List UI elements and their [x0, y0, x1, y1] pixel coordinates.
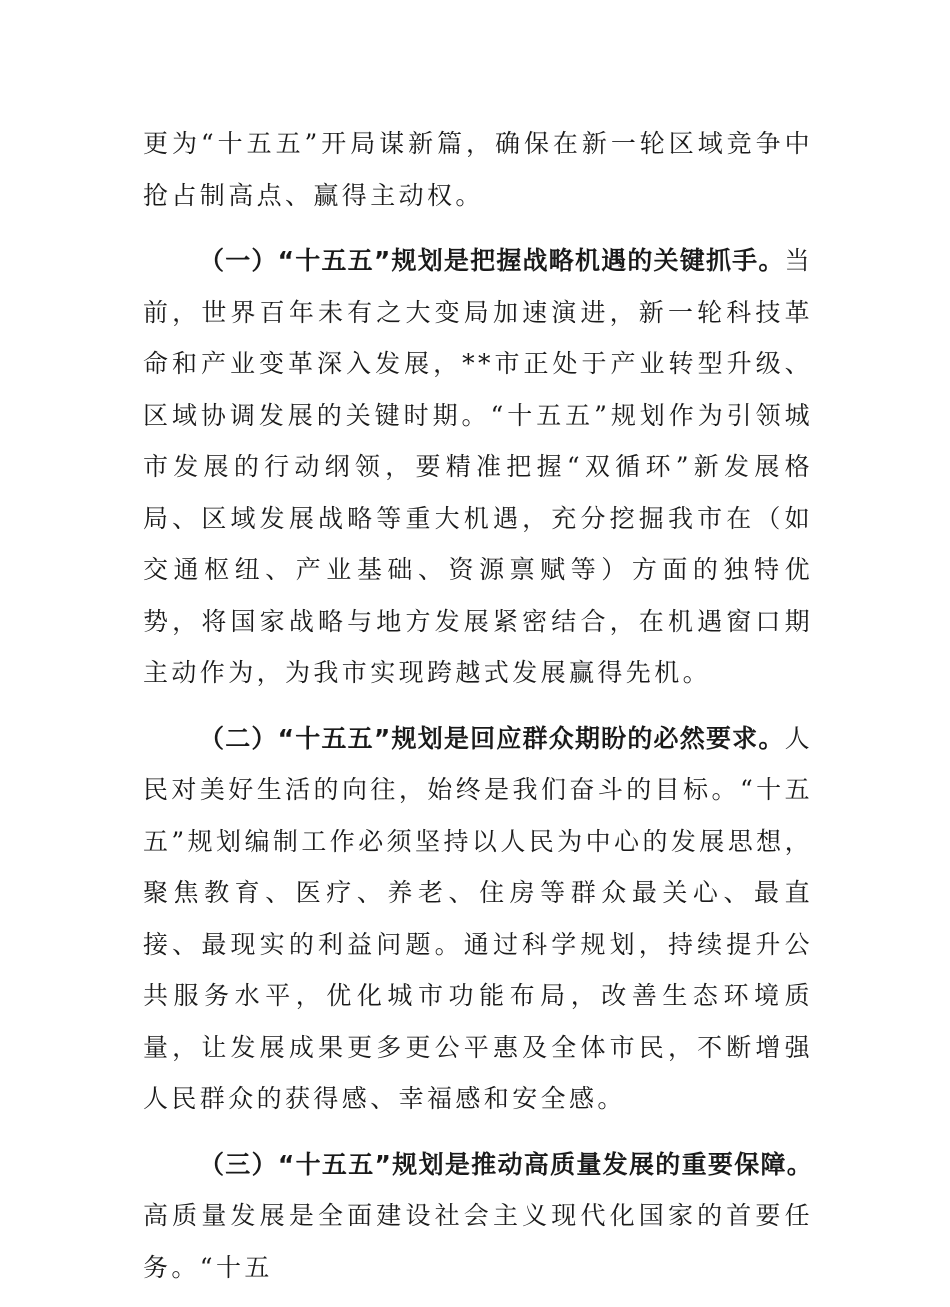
document-body — [143, 118, 813, 1307]
paragraph-section-3 — [143, 1139, 813, 1294]
section-heading-2: （二）“十五五”规划是回应群众期盼的必然要求。 — [199, 723, 785, 753]
paragraph-text: 高质量发展是全面建设社会主义现代化国家的首要任务。“十五 — [143, 1201, 813, 1282]
section-heading-1: （一）“十五五”规划是把握战略机遇的关键抓手。 — [199, 246, 785, 275]
paragraph-text: 人民对美好生活的向往，始终是我们奋斗的目标。“十五五”规划编制工作必须坚持以人民为中心的发展思想，聚焦教育、医疗、养老、住房等群众最关心、最直接、最现实的利益问题。通过科学规划，持续提升公共服务水平，优化城市功能布局，改善生态环境质量，让发展成果更多更公平惠及全体市民，不断增强人民群众的获得感、幸福感和安全感。 — [143, 723, 813, 1113]
paragraph-section-2 — [143, 713, 813, 1125]
paragraph-text: 更为“十五五”开局谋新篇，确保在新一轮区域竞争中抢占制高点、赢得主动权。 — [143, 129, 813, 210]
section-heading-3: （三）“十五五”规划是推动高质量发展的重要保障。 — [199, 1149, 813, 1179]
paragraph-continuation — [143, 118, 813, 221]
paragraph-text: 当前，世界百年未有之大变局加速演进，新一轮科技革命和产业变革深入发展，**市正处于产业转型升级、区域协调发展的关键时期。“十五五”规划作为引领城市发展的行动纲领，要精准把握“双循环”新发展格局、区域发展战略等重大机遇，充分挖掘我市在（如交通枢纽、产业基础、资源禀赋等）方面的独特优势，将国家战略与地方发展紧密结合，在机遇窗口期主动作为，为我市实现跨越式发展赢得先机。 — [143, 246, 813, 687]
paragraph-section-1 — [143, 235, 813, 699]
